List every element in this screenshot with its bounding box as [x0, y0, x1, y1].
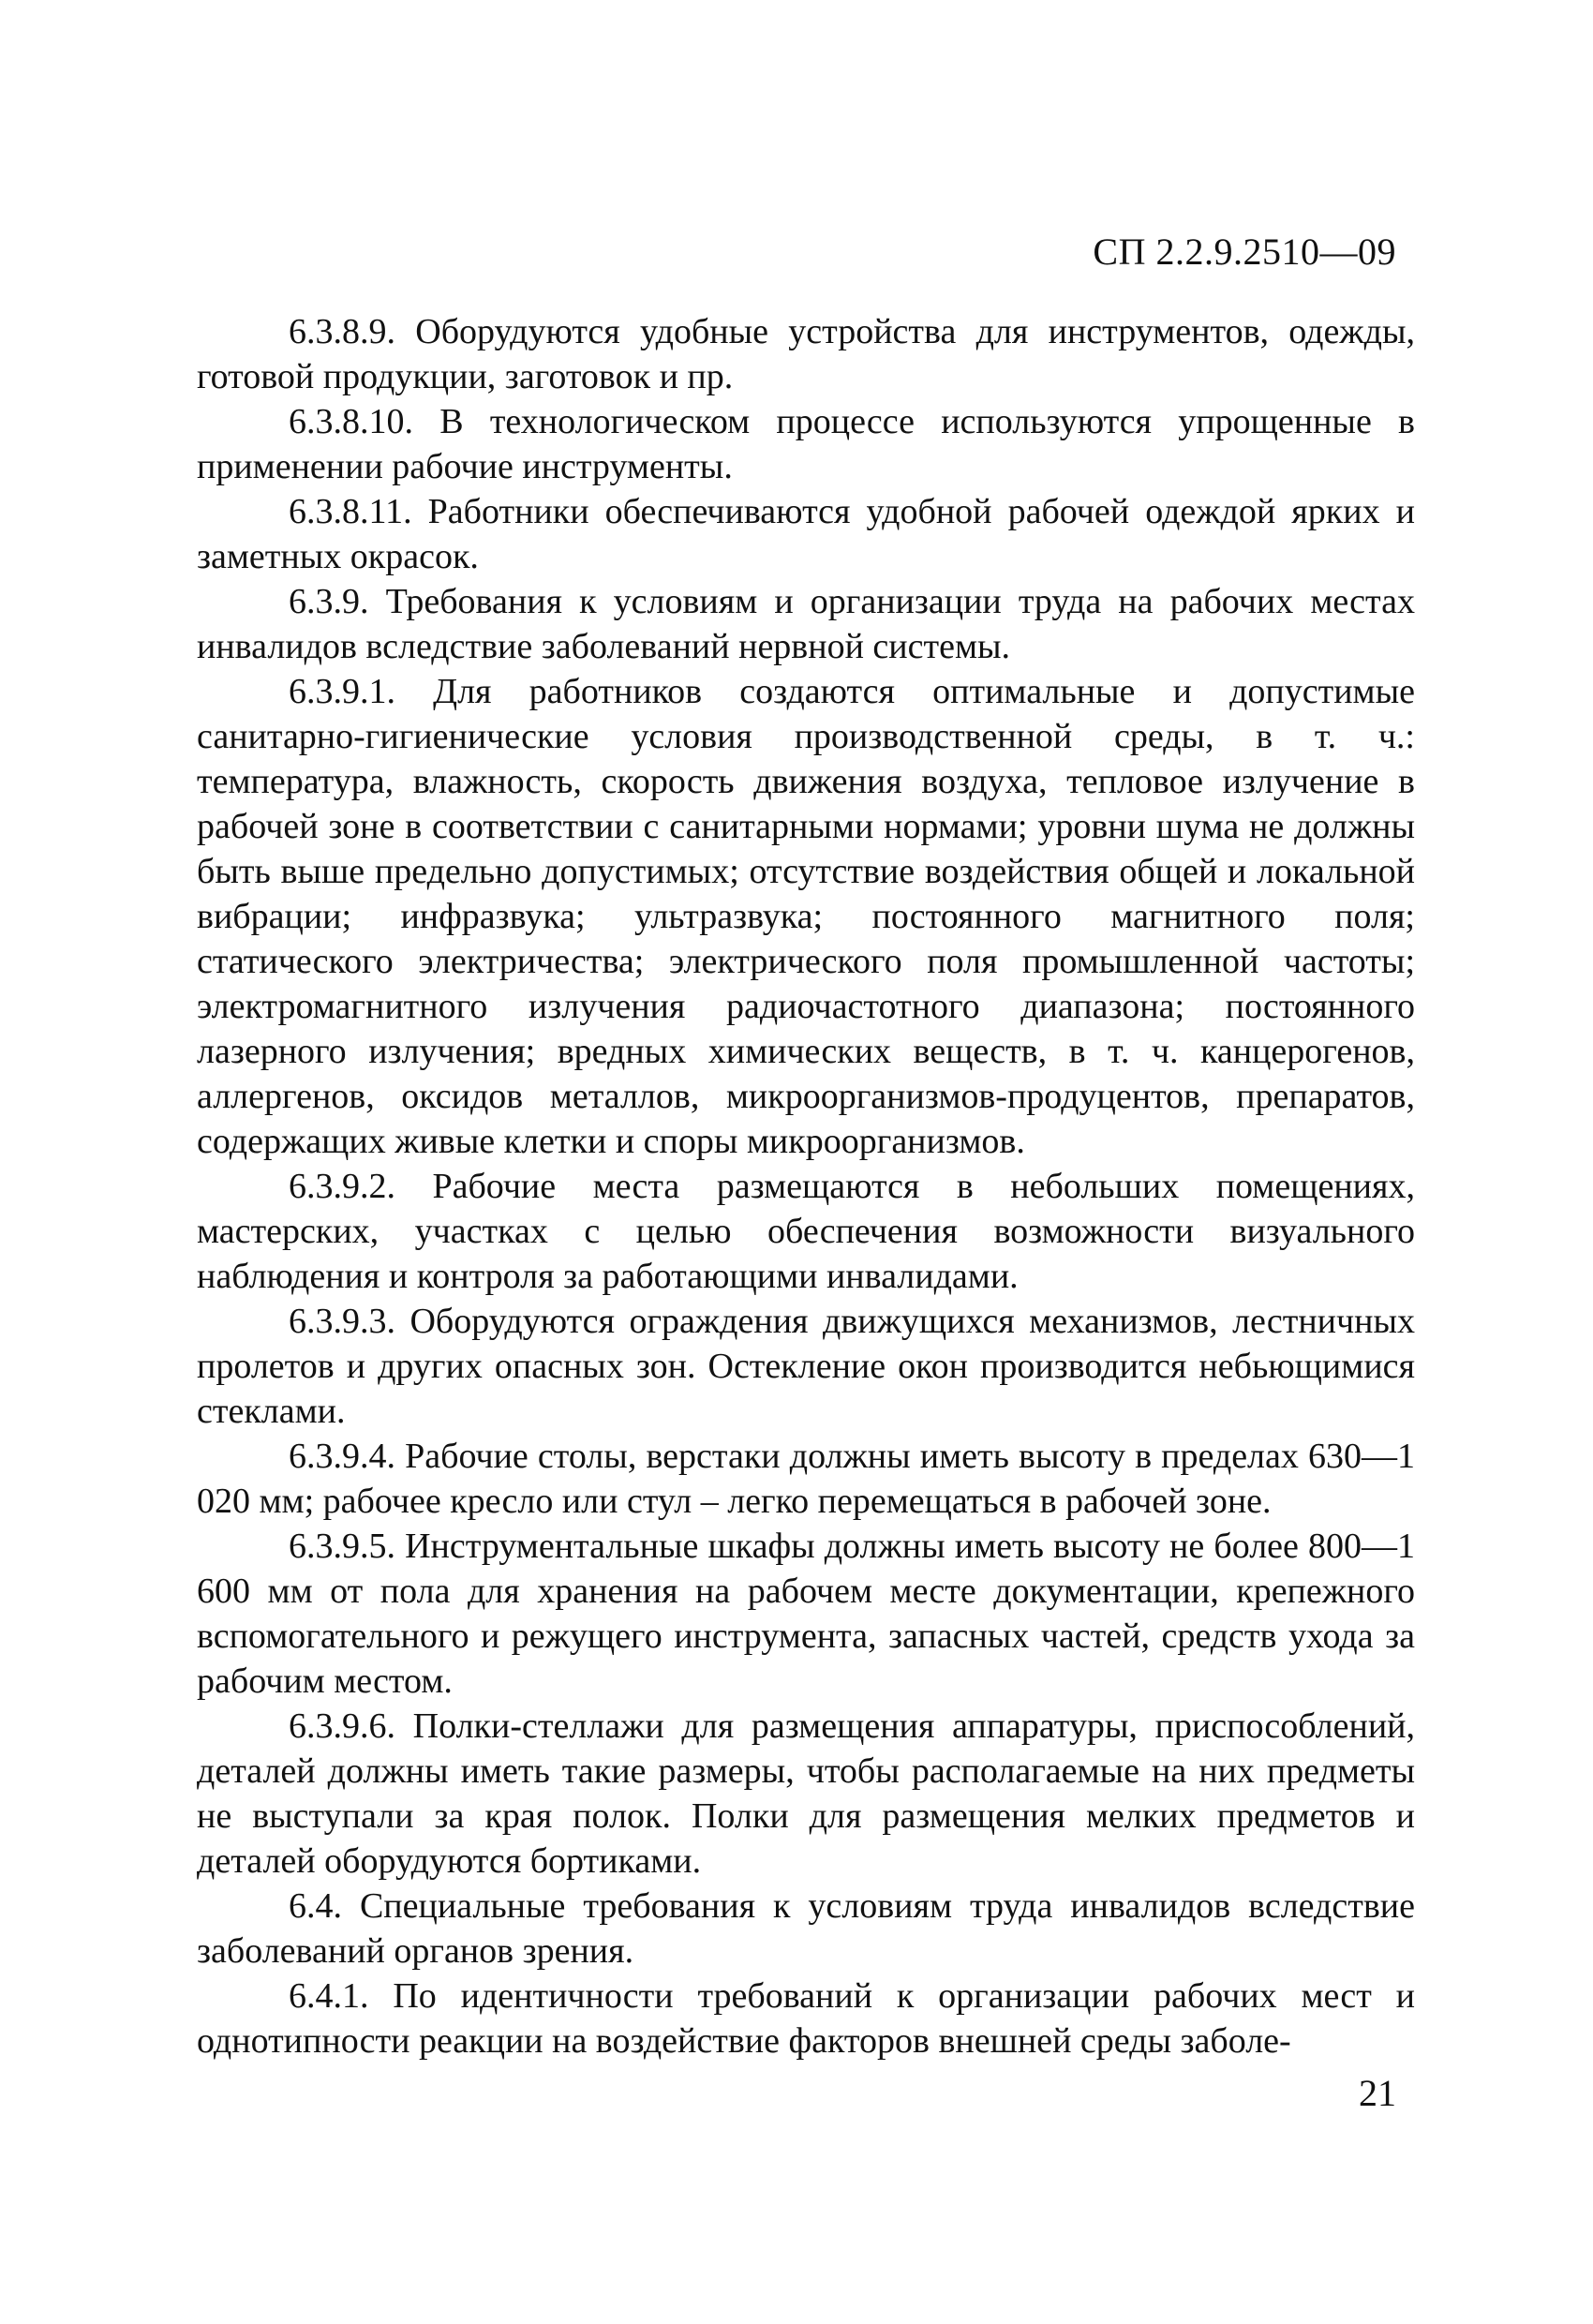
paragraph-6-3-9-3: 6.3.9.3. Оборудуются ограждения движущихся механизмов, лестничных пролетов и других опасных зон. Остекление окон производится небьющимися стеклами. — [197, 1302, 1415, 1431]
paragraph-6-4-1: 6.4.1. По идентичности требований к организации рабочих мест и однотипности реакции на воздействие факторов внешней среды заболе- — [197, 1976, 1415, 2061]
paragraph-6-4: 6.4. Специальные требования к условиям труда инвалидов вследствие заболеваний органов зрения. — [197, 1886, 1415, 1971]
paragraph-6-3-9-4: 6.3.9.4. Рабочие столы, верстаки должны иметь высоту в пределах 630—1 020 мм; рабочее кресло или стул – легко перемещаться в рабочей зоне. — [197, 1437, 1415, 1521]
paragraph-6-3-9-2: 6.3.9.2. Рабочие места размещаются в небольших помещениях, мастерских, участках с целью обеспечения возможности визуального наблюдения и контроля за работающими инвалидами. — [197, 1167, 1415, 1296]
page-number: 21 — [1359, 2072, 1396, 2114]
document-body — [197, 309, 1415, 2063]
paragraph-6-3-9: 6.3.9. Требования к условиям и организации труда на рабочих местах инвалидов вследствие заболеваний нервной системы. — [197, 582, 1415, 666]
paragraph-6-3-9-6: 6.3.9.6. Полки-стеллажи для размещения аппаратуры, приспособлений, деталей должны иметь такие размеры, чтобы располагаемые на них предметы не выступали за края полок. Полки для размещения мелких предметов и деталей оборудуются бортиками. — [197, 1706, 1415, 1881]
document-code-header: СП 2.2.9.2510—09 — [1093, 231, 1396, 273]
paragraph-6-3-8-9: 6.3.8.9. Оборудуются удобные устройства для инструментов, одежды, готовой продукции, заготовок и пр. — [197, 312, 1415, 396]
paragraph-6-3-9-1: 6.3.9.1. Для работников создаются оптимальные и допустимые санитарно-гигиенические условия производственной среды, в т. ч.: температура, влажность, скорость движения воздуха, тепловое излучение в рабочей зоне в соответствии с санитарными нормами; уровни шума не должны быть выше предельно допустимых; отсутствие воздействия общей и локальной вибрации; инфразвука; ультразвука; постоянного магнитного поля; статического электричества; электрического поля промышленной частоты; электромагнитного излучения радиочастотного диапазона; постоянного лазерного излучения; вредных химических веществ, в т. ч. канцерогенов, аллергенов, оксидов металлов, микроорганизмов-продуцентов, препаратов, содержащих живые клетки и споры микроорганизмов. — [197, 672, 1415, 1161]
paragraph-6-3-8-10: 6.3.8.10. В технологическом процессе используются упрощенные в применении рабочие инструменты. — [197, 402, 1415, 486]
paragraph-6-3-8-11: 6.3.8.11. Работники обеспечиваются удобной рабочей одеждой ярких и заметных окрасок. — [197, 492, 1415, 576]
paragraph-6-3-9-5: 6.3.9.5. Инструментальные шкафы должны иметь высоту не более 800—1 600 мм от пола для хранения на рабочем месте документации, крепежного вспомогательного и режущего инструмента, запасных частей, средств ухода за рабочим местом. — [197, 1527, 1415, 1701]
